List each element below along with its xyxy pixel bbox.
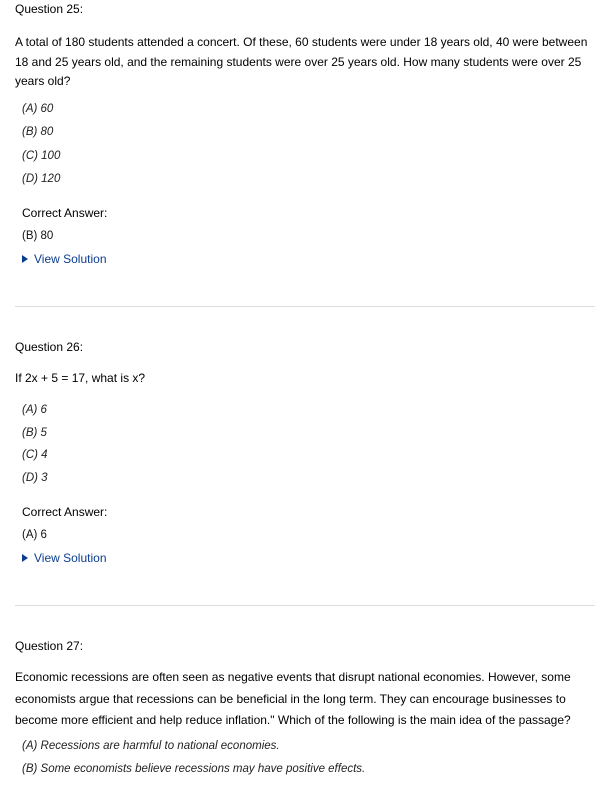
question-26-option-c[interactable]: (C) 4 <box>22 449 48 461</box>
question-26-text: If 2x + 5 = 17, what is x? <box>15 371 146 385</box>
question-27-line-3: become more efficient and help reduce inflation." Which of the following is the main idea of the passage? <box>15 713 571 727</box>
question-27-text <box>15 667 571 732</box>
question-25-option-b[interactable]: (B) 80 <box>22 126 54 138</box>
expand-triangle-icon <box>22 554 28 562</box>
question-27-line-2: economists argue that recessions can be beneficial in the long term. They can encourage businesses to <box>15 691 566 706</box>
question-26-view-solution[interactable] <box>22 551 107 565</box>
question-26-option-a[interactable]: (A) 6 <box>22 404 47 416</box>
question-27-title: Question 27: <box>15 639 84 653</box>
question-25-correct-answer-value: (B) 80 <box>22 230 54 242</box>
expand-triangle-icon <box>22 255 28 263</box>
question-25-option-a[interactable]: (A) 60 <box>22 103 54 115</box>
question-25-title: Question 25: <box>15 2 84 16</box>
question-27-option-b[interactable]: (B) Some economists believe recessions may have positive effects. <box>22 763 366 775</box>
question-27-line-1: Economic recessions are often seen as negative events that disrupt national economies. However, some <box>15 670 571 684</box>
question-25-option-c[interactable]: (C) 100 <box>22 150 61 162</box>
divider <box>15 306 595 307</box>
question-25-view-solution-label: View Solution <box>34 252 107 266</box>
question-26-correct-answer-label: Correct Answer: <box>22 505 108 519</box>
question-26-option-d[interactable]: (D) 3 <box>22 472 48 484</box>
question-25-text <box>15 33 587 92</box>
question-25-option-d[interactable]: (D) 120 <box>22 173 61 185</box>
question-27-option-a[interactable]: (A) Recessions are harmful to national economies. <box>22 740 280 752</box>
question-26-correct-answer-value: (A) 6 <box>22 529 47 541</box>
divider <box>15 605 595 606</box>
question-25-correct-answer-label: Correct Answer: <box>22 206 108 220</box>
question-26-view-solution-label: View Solution <box>34 551 107 565</box>
question-26-title: Question 26: <box>15 340 84 354</box>
question-25-line-1: A total of 180 students attended a concert. Of these, 60 students were under 18 years old, 40 were between <box>15 35 588 49</box>
question-26-option-b[interactable]: (B) 5 <box>22 427 47 439</box>
question-25-line-2: 18 and 25 years old, and the remaining students were over 25 years old. How many students were over 25 <box>15 54 582 69</box>
question-25-view-solution[interactable] <box>22 252 107 266</box>
question-25-line-3: years old? <box>15 74 71 88</box>
